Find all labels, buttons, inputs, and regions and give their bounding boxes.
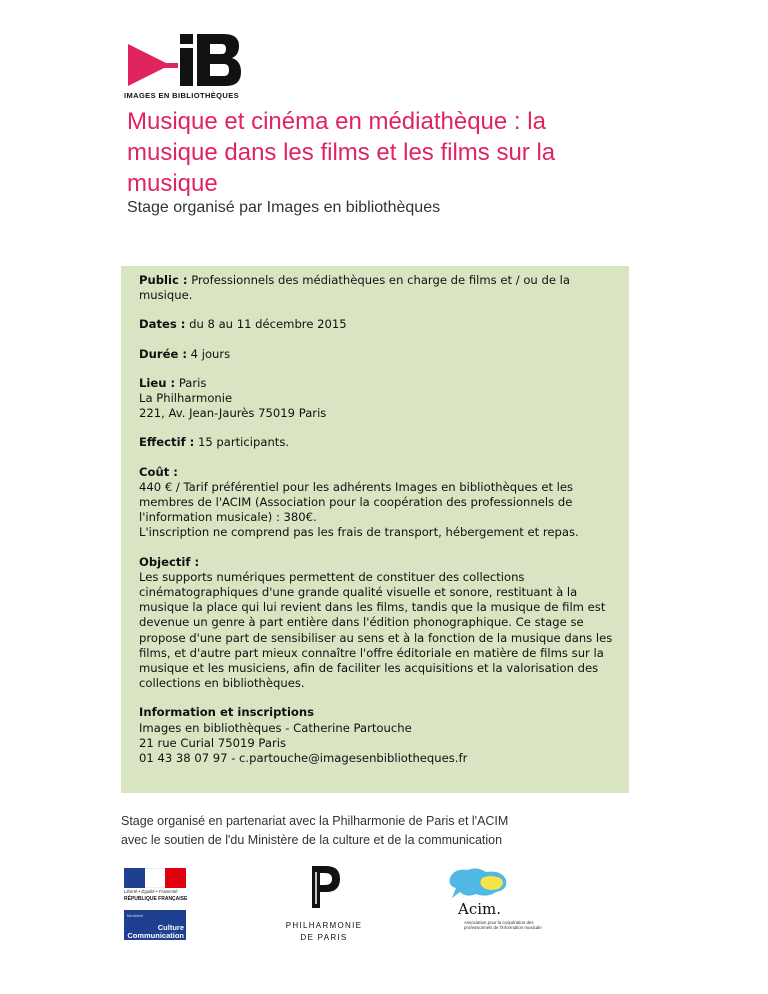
page-title: Musique et cinéma en médiathèque : la musique dans les films et les films sur la musique: [127, 108, 556, 197]
logo-caption: IMAGES EN BIBLIOTHÈQUES: [124, 91, 240, 100]
effectif-text: 15 participants.: [194, 435, 290, 450]
partners-line-1: Stage organisé en partenariat avec la Philharmonie de Paris et l'ACIM: [121, 814, 509, 828]
lieu-section: [139, 376, 619, 422]
contact-name: Images en bibliothèques - Catherine Partouche: [139, 720, 412, 735]
public-section: [139, 273, 619, 303]
french-flag-icon: [124, 868, 186, 888]
objectif-section: [139, 555, 619, 692]
public-text: Professionnels des médiathèques en charge de films et / ou de la musique.: [139, 273, 570, 303]
lieu-text: Paris: [175, 375, 207, 390]
acim-bubble-icon: [446, 866, 526, 902]
philharmonie-line-2: DE PARIS: [300, 933, 348, 942]
effectif-label: Effectif :: [139, 435, 195, 450]
contact-section: [139, 705, 619, 766]
partners-line-2: avec le soutien de l'du Ministère de la culture et de la communication: [121, 833, 503, 847]
contact-phone-email[interactable]: 01 43 38 07 97 - c.partouche@imagesenbibliotheques.fr: [139, 751, 468, 766]
rf-motto: Liberté • Égalité • Fraternité: [124, 889, 178, 894]
acim-name: Acim.: [458, 900, 502, 918]
effectif-section: [139, 435, 619, 450]
lieu-label: Lieu :: [139, 375, 176, 390]
cc-line-2: Communication: [127, 931, 184, 940]
info-box: [121, 266, 629, 793]
philharmonie-line-1: PHILHARMONIE: [285, 921, 363, 930]
acim-description: Association pour la coopération des professionnels de l'information musicale: [464, 920, 542, 931]
cout-section: [139, 465, 619, 541]
lieu-venue: La Philharmonie: [139, 391, 233, 406]
cout-note: L'inscription ne comprend pas les frais de transport, hébergement et repas.: [139, 525, 579, 540]
page-subtitle: Stage organisé par Images en bibliothèques: [127, 199, 441, 216]
duree-section: [139, 347, 619, 362]
contact-address: 21 rue Curial 75019 Paris: [139, 735, 286, 750]
objectif-text: Les supports numériques permettent de constituer des collections cinématographiques d'une grande qualité visuelle et sonore, restituant à la musique la place qui lui revient dans les films, tandis que la musique de film est devenue un genre à part entière dans l'édition phonographique. Ce stage se propose d'une part de sensibiliser au sens et à la fonction de la musique dans les films, et d'autre part mieux connaître l'offre éditoriale en matière de films sur la musique et les musiciens, afin de faciliter les acquisitions et la valorisation des collections en bibliothèques.: [139, 569, 613, 691]
partners-text: [121, 812, 641, 850]
dates-section: [139, 317, 619, 332]
ib-logo-mark: [124, 32, 244, 90]
philharmonie-logo: [274, 862, 374, 946]
cc-small-label: Ministère: [127, 913, 144, 918]
lieu-address: 221, Av. Jean-Jaurès 75019 Paris: [139, 406, 327, 421]
contact-label: Information et inscriptions: [139, 705, 315, 720]
images-en-bibliotheques-logo: [124, 32, 244, 102]
public-label: Public :: [139, 273, 188, 287]
philharmonie-mark-icon: [304, 862, 344, 910]
cout-text: 440 € / Tarif préférentiel pour les adhérents Images en bibliothèques et les membres de l'ACIM (Association pour la coopération des professionnels de l'information musicale) : 380€.: [139, 479, 574, 525]
dates-label: Dates :: [139, 317, 186, 332]
acim-logo: [444, 866, 544, 950]
duree-label: Durée :: [139, 346, 187, 361]
objectif-label: Objectif :: [139, 554, 200, 569]
rf-name: RÉPUBLIQUE FRANÇAISE: [124, 896, 188, 902]
duree-text: 4 jours: [187, 346, 231, 361]
ministere-culture-logo: [124, 910, 186, 940]
republique-francaise-logo: [124, 868, 186, 906]
cout-label: Coût :: [139, 464, 178, 479]
dates-text: du 8 au 11 décembre 2015: [185, 317, 347, 332]
cc-line-1: Culture: [157, 923, 184, 932]
